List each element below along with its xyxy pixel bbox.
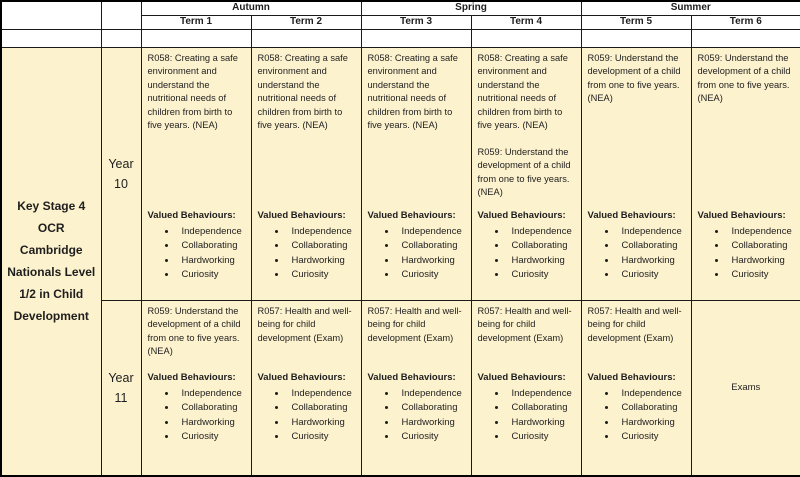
- valued-behaviours-list: [258, 225, 360, 283]
- year-11-row: [1, 300, 800, 476]
- valued-behaviours-heading: Valued Behaviours:: [587, 371, 676, 383]
- valued-behaviour-item: • Independence: [177, 387, 250, 402]
- corner-cell-keystage: [1, 1, 101, 29]
- valued-behaviour-item: • Independence: [397, 225, 470, 240]
- valued-behaviours-heading: Valued Behaviours:: [477, 209, 566, 221]
- course-text: R057: Health and well-being for child development (Exam): [477, 305, 572, 343]
- term-header-3: Term 3: [361, 15, 471, 29]
- valued-behaviour-item: • Collaborating: [397, 401, 470, 416]
- term-header-4: Term 4: [471, 15, 581, 29]
- valued-behaviour-item: • Collaborating: [177, 239, 250, 254]
- valued-behaviours-block: [148, 209, 250, 283]
- valued-behaviour-item: • Curiosity: [287, 268, 360, 283]
- exams-label: Exams: [731, 382, 761, 394]
- valued-behaviours-heading: Valued Behaviours:: [477, 371, 566, 383]
- season-header-summer: Summer: [581, 1, 800, 15]
- valued-behaviours-heading: Valued Behaviours:: [257, 209, 346, 221]
- course-text: R058: Creating a safe environment and understand the nutritional needs of children from birth to five years. (NEA) R059: Understand the development of a child from one to five years. (NEA): [477, 52, 571, 197]
- valued-behaviours-block: [588, 371, 690, 445]
- year11-term5-cell: [581, 300, 691, 476]
- valued-behaviour-item: • Curiosity: [617, 430, 690, 445]
- valued-behaviour-item: • Collaborating: [287, 401, 360, 416]
- valued-behaviours-heading: Valued Behaviours:: [367, 371, 456, 383]
- year10-term5-cell: [581, 47, 691, 300]
- valued-behaviour-item: • Independence: [507, 225, 580, 240]
- valued-behaviours-heading: Valued Behaviours:: [147, 371, 236, 383]
- valued-behaviour-item: • Hardworking: [287, 416, 360, 431]
- valued-behaviours-block: [368, 371, 470, 445]
- valued-behaviour-item: • Hardworking: [287, 254, 360, 269]
- spacer-row: [1, 29, 800, 47]
- valued-behaviour-item: • Independence: [287, 225, 360, 240]
- year10-term1-cell: [141, 47, 251, 300]
- course-title: Key Stage 4 OCR Cambridge Nationals Level 1/2 in Child Development: [7, 199, 96, 324]
- season-header-autumn: Autumn: [141, 1, 361, 15]
- year11-term4-cell: [471, 300, 581, 476]
- year-10-label: Year 10: [108, 156, 134, 191]
- valued-behaviour-item: • Independence: [287, 387, 360, 402]
- valued-behaviour-item: • Independence: [617, 225, 690, 240]
- spacer-cell: [251, 29, 361, 47]
- year11-term2-cell: [251, 300, 361, 476]
- spacer-cell: [361, 29, 471, 47]
- valued-behaviour-item: • Collaborating: [617, 401, 690, 416]
- term-header-5: Term 5: [581, 15, 691, 29]
- valued-behaviours-block: [478, 209, 580, 283]
- year10-term4-cell: [471, 47, 581, 300]
- valued-behaviour-item: • Hardworking: [617, 416, 690, 431]
- year11-term1-cell: [141, 300, 251, 476]
- valued-behaviour-item: • Curiosity: [727, 268, 800, 283]
- valued-behaviours-heading: Valued Behaviours:: [147, 209, 236, 221]
- valued-behaviour-item: • Hardworking: [177, 254, 250, 269]
- year10-term6-cell: [691, 47, 800, 300]
- year-10-row: [1, 47, 800, 300]
- corner-cell-year: [101, 1, 141, 29]
- year11-term3-cell: [361, 300, 471, 476]
- term-header-1: Term 1: [141, 15, 251, 29]
- valued-behaviours-block: [588, 209, 690, 283]
- valued-behaviour-item: • Curiosity: [507, 268, 580, 283]
- valued-behaviours-heading: Valued Behaviours:: [257, 371, 346, 383]
- valued-behaviour-item: • Hardworking: [397, 254, 470, 269]
- year-10-label-cell: [101, 47, 141, 300]
- spacer-cell: [581, 29, 691, 47]
- spacer-cell: [471, 29, 581, 47]
- valued-behaviours-list: [368, 387, 470, 445]
- valued-behaviours-list: [148, 225, 250, 283]
- valued-behaviours-list: [698, 225, 800, 283]
- valued-behaviours-heading: Valued Behaviours:: [587, 209, 676, 221]
- valued-behaviours-block: [698, 209, 800, 283]
- valued-behaviour-item: • Curiosity: [617, 268, 690, 283]
- spacer-cell: [691, 29, 800, 47]
- valued-behaviours-list: [588, 225, 690, 283]
- course-text: R059: Understand the development of a child from one to five years. (NEA): [697, 52, 791, 103]
- valued-behaviours-heading: Valued Behaviours:: [697, 209, 786, 221]
- valued-behaviour-item: • Curiosity: [397, 268, 470, 283]
- valued-behaviours-list: [588, 387, 690, 445]
- course-text: R058: Creating a safe environment and understand the nutritional needs of children from birth to five years. (NEA): [367, 52, 458, 130]
- course-text: R057: Health and well-being for child development (Exam): [257, 305, 352, 343]
- course-text: R058: Creating a safe environment and understand the nutritional needs of children from birth to five years. (NEA): [257, 52, 348, 130]
- term-header-2: Term 2: [251, 15, 361, 29]
- valued-behaviour-item: • Collaborating: [287, 239, 360, 254]
- valued-behaviour-item: • Collaborating: [727, 239, 800, 254]
- valued-behaviour-item: • Independence: [617, 387, 690, 402]
- valued-behaviour-item: • Collaborating: [617, 239, 690, 254]
- course-text: R057: Health and well-being for child development (Exam): [587, 305, 682, 343]
- valued-behaviours-list: [258, 387, 360, 445]
- term-header-6: Term 6: [691, 15, 800, 29]
- year10-term3-cell: [361, 47, 471, 300]
- course-text: R058: Creating a safe environment and understand the nutritional needs of children from birth to five years. (NEA): [147, 52, 238, 130]
- valued-behaviour-item: • Collaborating: [507, 239, 580, 254]
- valued-behaviour-item: • Collaborating: [397, 239, 470, 254]
- valued-behaviours-block: [478, 371, 580, 445]
- valued-behaviour-item: • Hardworking: [177, 416, 250, 431]
- course-text: R059: Understand the development of a child from one to five years. (NEA): [587, 52, 681, 103]
- valued-behaviours-block: [148, 371, 250, 445]
- course-text: R059: Understand the development of a child from one to five years. (NEA): [147, 305, 241, 356]
- valued-behaviours-heading: Valued Behaviours:: [367, 209, 456, 221]
- course-text: R057: Health and well-being for child development (Exam): [367, 305, 462, 343]
- valued-behaviour-item: • Collaborating: [507, 401, 580, 416]
- spacer-cell: [1, 29, 101, 47]
- valued-behaviours-list: [478, 387, 580, 445]
- valued-behaviour-item: • Collaborating: [177, 401, 250, 416]
- valued-behaviours-list: [478, 225, 580, 283]
- season-header-spring: Spring: [361, 1, 581, 15]
- year-11-label-cell: [101, 300, 141, 476]
- spacer-cell: [141, 29, 251, 47]
- valued-behaviours-list: [368, 225, 470, 283]
- valued-behaviour-item: • Independence: [177, 225, 250, 240]
- year11-term6-cell: [691, 300, 800, 476]
- valued-behaviour-item: • Independence: [727, 225, 800, 240]
- valued-behaviour-item: • Independence: [507, 387, 580, 402]
- valued-behaviours-block: [258, 371, 360, 445]
- year-11-label: Year 11: [108, 370, 134, 405]
- season-header-row: [1, 1, 800, 15]
- valued-behaviours-block: [368, 209, 470, 283]
- valued-behaviour-item: • Curiosity: [507, 430, 580, 445]
- valued-behaviour-item: • Hardworking: [507, 416, 580, 431]
- valued-behaviour-item: • Curiosity: [287, 430, 360, 445]
- valued-behaviour-item: • Hardworking: [727, 254, 800, 269]
- year10-term2-cell: [251, 47, 361, 300]
- course-title-cell: [1, 47, 101, 476]
- valued-behaviour-item: • Independence: [397, 387, 470, 402]
- valued-behaviour-item: • Hardworking: [617, 254, 690, 269]
- valued-behaviours-list: [148, 387, 250, 445]
- valued-behaviour-item: • Hardworking: [397, 416, 470, 431]
- valued-behaviour-item: • Hardworking: [507, 254, 580, 269]
- valued-behaviours-block: [258, 209, 360, 283]
- spacer-cell: [101, 29, 141, 47]
- valued-behaviour-item: • Curiosity: [177, 430, 250, 445]
- valued-behaviour-item: • Curiosity: [177, 268, 250, 283]
- valued-behaviour-item: • Curiosity: [397, 430, 470, 445]
